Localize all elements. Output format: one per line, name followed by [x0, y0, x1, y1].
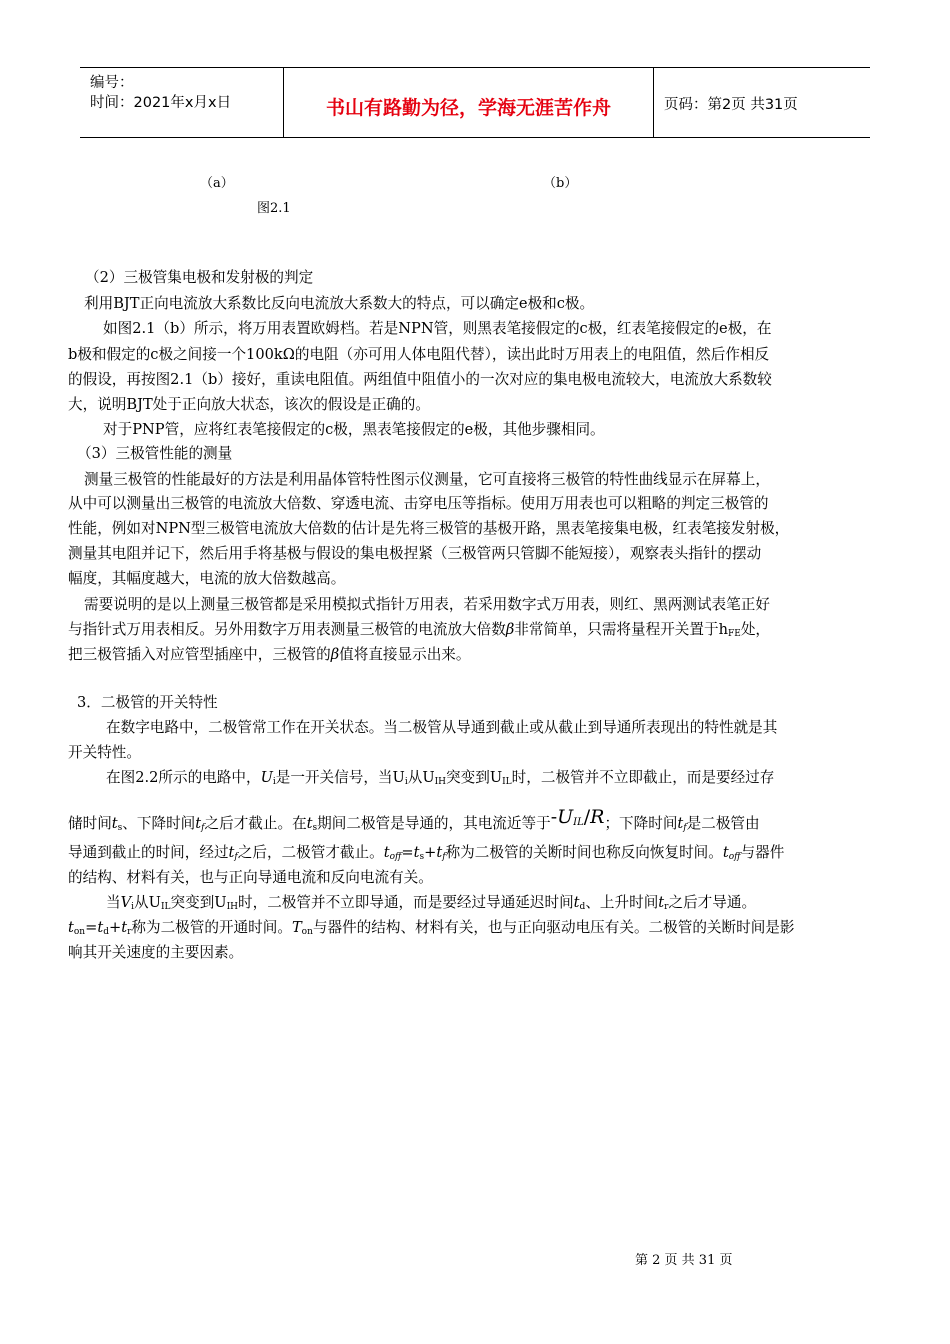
figure-caption: 图2.1: [257, 201, 291, 216]
beta-symbol: β: [330, 646, 340, 663]
section-4-p1-line2: 开关特性。: [68, 744, 141, 761]
document-date: 时间：2021年x月x日: [90, 95, 232, 111]
section-2-p2-line3: 的假设，再按图2.1（b）接好，重读电阻值。两组值中阻值小的一次对应的集电极电流较大，电流放大系数较: [68, 371, 772, 388]
section-4-p2-line4: 的结构、材料有关，也与正向导通电流和反向电流有关。: [68, 869, 433, 886]
section-3-p2-line1: 需要说明的是以上测量三极管都是采用模拟式指针万用表，若采用数字式万用表，则红、黑两测试表笔正好: [84, 596, 770, 613]
section-4-p3-line2: $t_{on}=t_d+t_r$称为二极管的开通时间。$T_{on}$与器件的结构、材料有关，也与正向驱动电压有关。二极管的关断时间是影: [68, 919, 795, 937]
section-3-p2-line3: 把三极管插入对应管型插座中，三极管的β值将直接显示出来。: [68, 646, 471, 663]
section-3-p1-line4: 测量其电阻并记下，然后用手将基极与假设的集电极捏紧（三极管两只管脚不能短接），观察表头指针的摆动: [68, 545, 762, 562]
section-3-title: （3）三极管性能的测量: [77, 445, 233, 462]
section-2-p2-line1: 如图2.1（b）所示，将万用表置欧姆档。若是NPN管，则黑表笔接假定的c极，红表笔接假定的e极，在: [103, 320, 772, 337]
header-right-cell: [654, 68, 870, 137]
document-number-label: 编号：: [90, 75, 134, 91]
section-2-p1: 利用BJT正向电流放大系数比反向电流放大系数大的特点，可以确定e极和c极。: [84, 295, 595, 312]
section-2-p2-line2: b极和假定的c极之间接一个100kΩ的电阻（亦可用人体电阻代替），读出此时万用表上的电阻值，然后作相反: [68, 346, 770, 363]
section-4-p3-line1: 当$V_i$从$U_{IL}$突变到$U_{IH}$时，二极管并不立即导通，而是要经过导通延迟时间$t_d$、上升时间$t_r$之后才导通。: [106, 894, 757, 912]
section-4-title: 3．二极管的开关特性: [77, 694, 218, 711]
section-3-p1-line3: 性能，例如对NPN型三极管电流放大倍数的估计是先将三极管的基极开路，黑表笔接集电极，红表笔接发射极，: [68, 520, 790, 537]
beta-symbol: β: [505, 621, 515, 638]
header-motto: 书山有路勤为径，学海无涯苦作舟: [325, 97, 611, 119]
section-4-p3-line3: 响其开关速度的主要因素。: [68, 944, 244, 961]
current-formula: $-U_{IL}/R$: [550, 806, 605, 828]
figure-label-a: （a）: [200, 176, 234, 191]
page-footer: 第 2 页 共 31 页: [635, 1253, 733, 1268]
section-2-title: （2）三极管集电极和发射极的判定: [85, 269, 314, 286]
section-4-p2-line1: 在图2.2所示的电路中，$U_i$是一开关信号，当$U_i$从$U_{IH}$突变到$U_{IL}$时，二极管并不立即截止，而是要经过存: [106, 769, 775, 787]
section-2-p3: 对于PNP管，应将红表笔接假定的c极，黑表笔接假定的e极，其他步骤相同。: [103, 421, 605, 438]
section-3-p2-line2: 与指针式万用表相反。另外用数字万用表测量三极管的电流放大倍数β非常简单，只需将量程开关置于$h_{FE}$处，: [68, 621, 771, 639]
header-page-code: 页码：第2页 共31页: [664, 97, 798, 113]
figure-label-b: （b）: [543, 176, 578, 191]
section-4-p2-line3: 导通到截止的时间，经过$t_f$之后，二极管才截止。$t_{off}=t_s+t_f$称为二极管的关断时间也称反向恢复时间。$t_{off}$与器件: [68, 844, 785, 862]
section-4-p1-line1: 在数字电路中，二极管常工作在开关状态。当二极管从导通到截止或从截止到导通所表现出的特性就是其: [106, 719, 778, 736]
header-middle-cell: [284, 68, 654, 137]
section-4-p2-line2: 储时间$t_s$、下降时间$t_f$之后才截止。在$t_s$期间二极管是导通的，其电流近等于$-U_{IL}/R$；下降时间$t_f$是二极管由: [68, 806, 760, 833]
section-3-p1-line2: 从中可以测量出三极管的电流放大倍数、穿透电流、击穿电压等指标。使用万用表也可以粗略的判定三极管的: [68, 495, 769, 512]
section-3-p1-line1: 测量三极管的性能最好的方法是利用晶体管特性图示仪测量，它可直接将三极管的特性曲线显示在屏幕上，: [84, 471, 770, 488]
section-3-p1-line5: 幅度，其幅度越大，电流的放大倍数越高。: [68, 570, 346, 587]
header-left-cell: [80, 68, 284, 137]
section-2-p2-line4: 大，说明BJT处于正向放大状态，该次的假设是正确的。: [68, 396, 430, 413]
page-header: [80, 67, 870, 138]
